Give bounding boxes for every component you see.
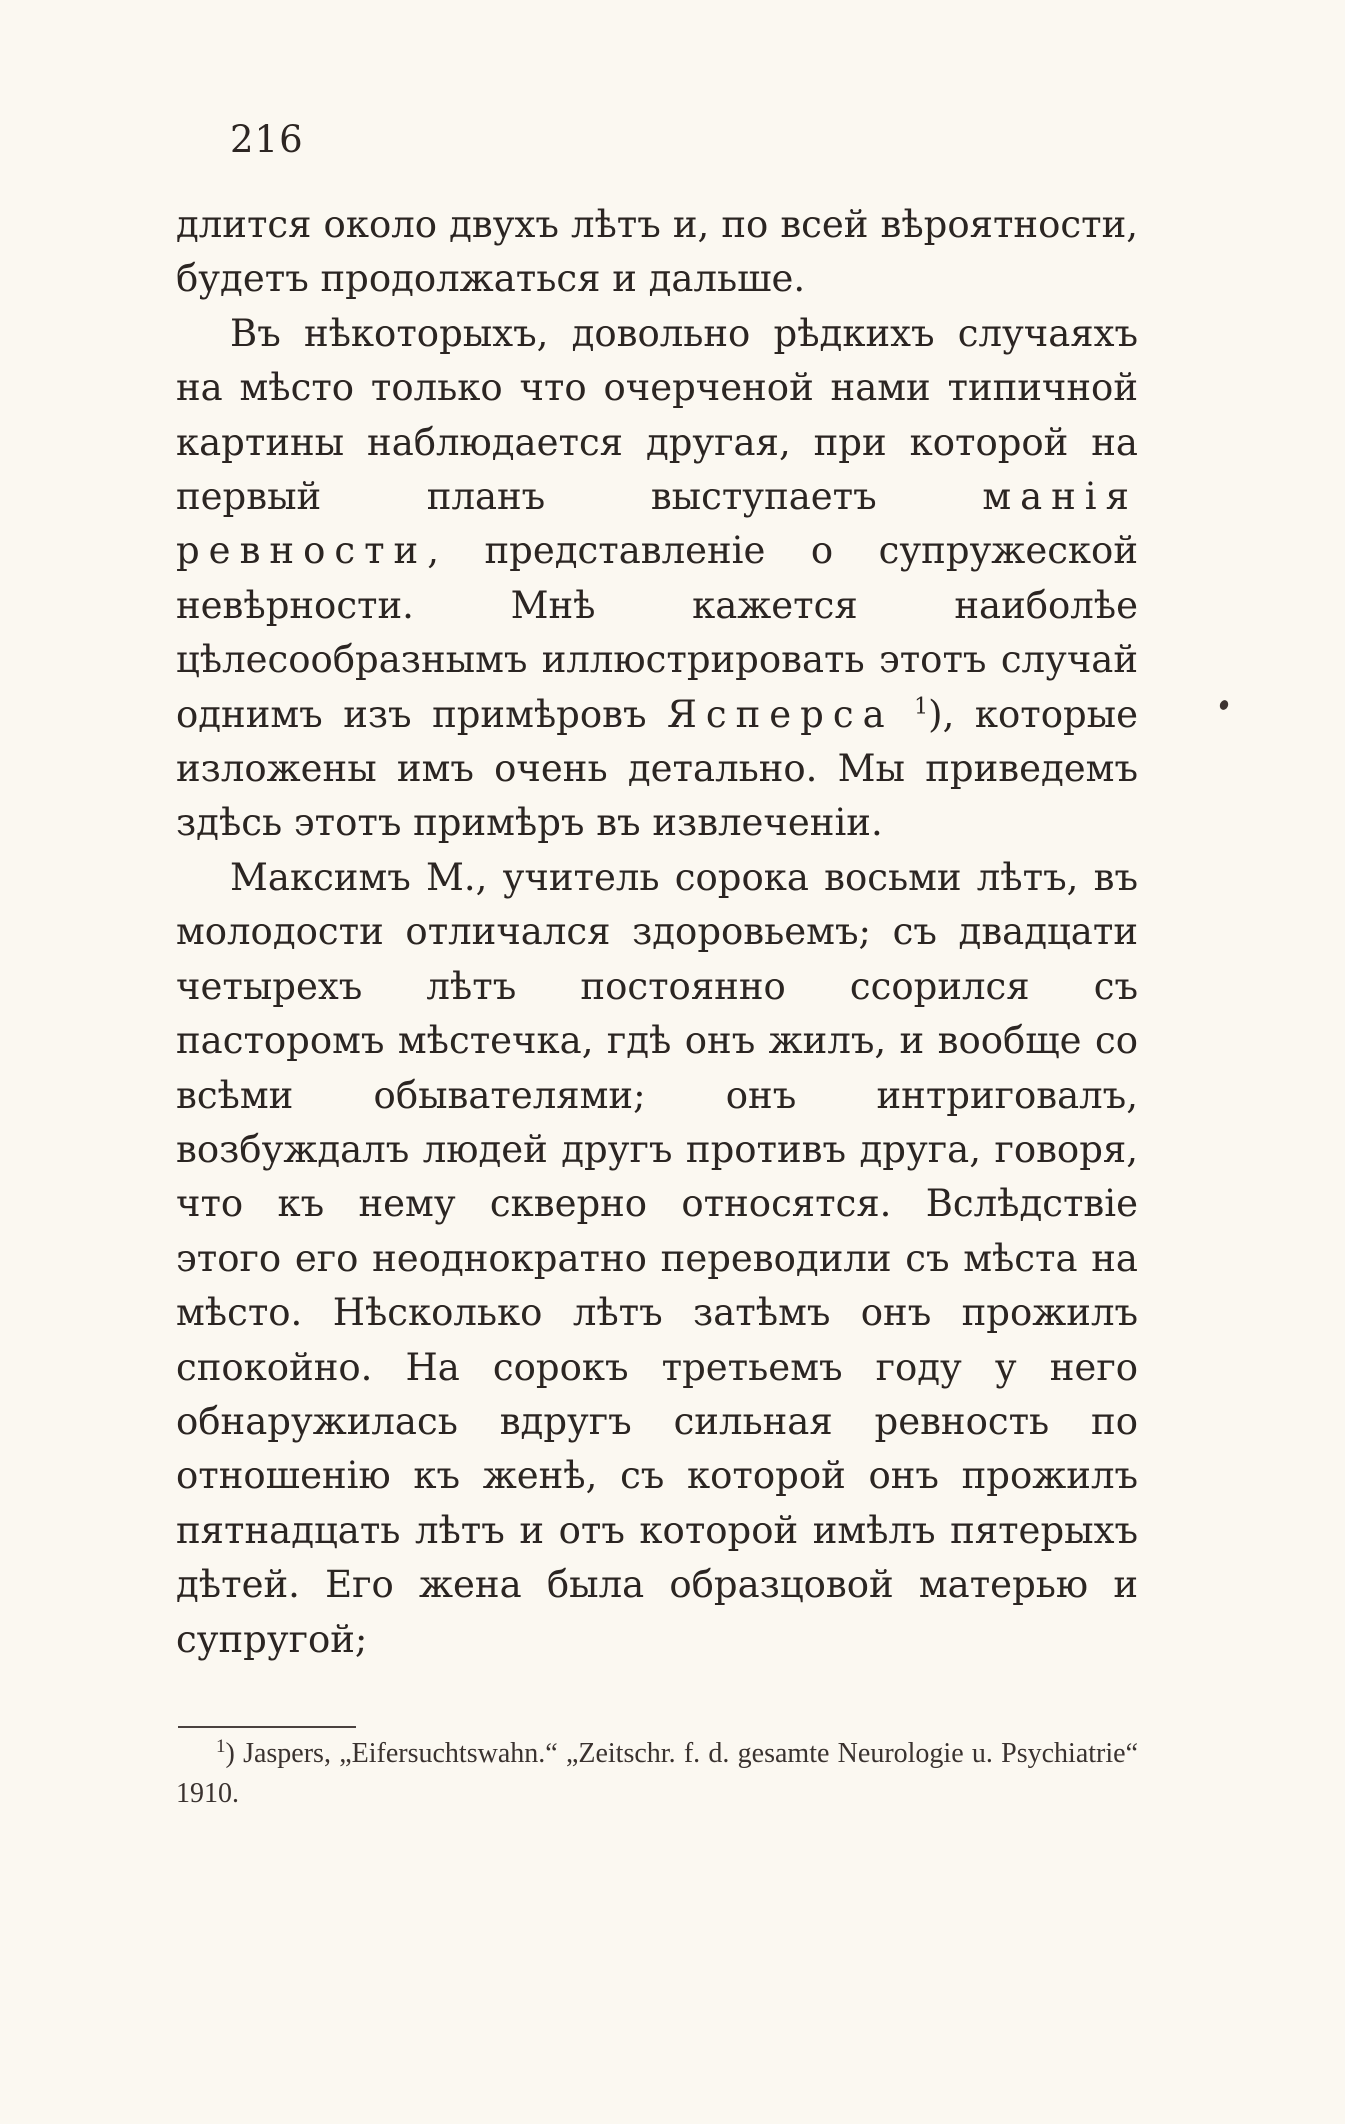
footnote-text: ) Jaspers, „Eifersuchtswahn.“ „Zeitschr. f. d. gesamte Neurologie u. Psychiatrie“ 1910. [176,1738,1138,1809]
margin-ink-mark [1218,699,1229,711]
page-number: 216 [230,118,304,161]
text-run: , представленіе о супружеской невѣрности. Мнѣ кажется наиболѣе цѣлесообразнымъ иллюстрировать этотъ случай однимъ изъ примѣровъ [176,529,1138,736]
footnote-rule [178,1726,356,1728]
text-run: ), которые изложены имъ очень детально. Мы приведемъ здѣсь этотъ примѣръ въ извлеченіи. [176,692,1139,845]
text-run: Въ нѣкоторыхъ, довольно рѣдкихъ случаяхъ на мѣсто только что очерченой нами типичной картины наблюдается другая, при которой на первый планъ выступаетъ [176,311,1138,519]
paragraph [176,851,1138,1667]
footnote-reference: 1 [914,694,929,720]
spaced-author-name: Ясперса [667,692,894,736]
footnote [176,1734,1138,1814]
body-text [176,198,1138,1667]
text-run: Максимъ М., учитель сорока восьми лѣтъ, въ молодости отличался здоровьемъ; съ двадцати четырехъ лѣтъ постоянно ссорился съ пасторомъ мѣстечка, гдѣ онъ жилъ, и вообще со всѣми обывателями; онъ интриговалъ, возбуждалъ людей другъ противъ друга, говоря, что къ нему скверно относятся. Вслѣдствіе этого его неоднократно переводили съ мѣста на мѣсто. Нѣсколько лѣтъ затѣмъ онъ прожилъ спокойно. На сорокъ третьемъ году у него обнаружилась вдругъ сильная ревность по отношенію къ женѣ, съ которой онъ прожилъ пятнадцать лѣтъ и отъ которой имѣлъ пятерыхъ дѣтей. Его жена была образцовой матерью и супругой; [176,855,1138,1661]
paragraph [176,307,1138,851]
footnote-mark: 1 [216,1735,226,1757]
text-run [894,693,915,736]
spaced-emphasis: манія ревности [176,475,1138,573]
text-run: длится около двухъ лѣтъ и, по всей вѣроятности, будетъ продолжаться и дальше. [176,203,1138,301]
paragraph [176,198,1138,307]
